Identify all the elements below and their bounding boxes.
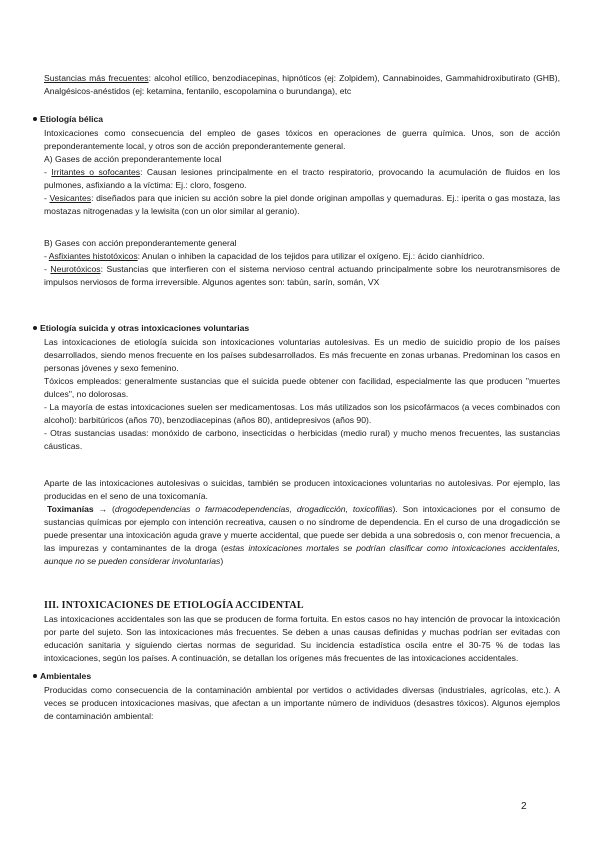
belica-neurotoxicos: - Neurotóxicos: Sustancias que interfieren con el sistema nervioso central actuando principalmente sobre los neurotransmisores de impulsos nerviosos de forma irreversible. Algunos agentes son: tabún, sarín, somán, VX: [44, 264, 560, 287]
accidental-p1: Las intoxicaciones accidentales son las que se producen de forma fortuita. En estos casos no hay intención de provocar la intoxicación por parte del sujeto. Son las intoxicaciones más frecuentes. Se deben a unas causas definidas y muchas podrían ser evitadas con educación sanitaria y siguiendo ciertas normas de seguridad. Su incidencia estadística oscila entre el 30-75 % de todas las intoxicaciones, según los países. A continuación, se detallan los orígenes más frecuentes de las intoxicaciones accidentales.: [44, 614, 560, 663]
section-title-accidental: III. INTOXICACIONES DE ETIOLOGÍA ACCIDENTAL: [44, 600, 304, 611]
heading-belica-text: Etiología bélica: [40, 114, 104, 124]
intro-label: Sustancias más frecuentes: [44, 73, 149, 83]
suicida-p3: - La mayoría de estas intoxicaciones suelen ser medicamentosas. Los más utilizados son los psicofármacos (a veces combinados con alcohol): barbitúricos (años 70), benzodiacepinas (años 80), antidepresivos (años 90).: [44, 402, 560, 425]
belica-section-b: [44, 237, 560, 289]
toximanias-note: estas intoxicaciones mortales se podrían clasificar como intoxicaciones accidentales, aunque no se pueden considerar involuntarias: [44, 543, 560, 566]
heading-suicida-text: Etiología suicida y otras intoxicaciones voluntarias: [40, 323, 250, 333]
vesicantes-label: Vesicantes: [49, 193, 92, 203]
page-number: 2: [521, 801, 527, 812]
intro-paragraph: [44, 72, 560, 98]
accidental-section: [44, 613, 560, 665]
toximanias-synonyms: drogodependencias o farmacodependencias, drogadicción, toxicofilias: [114, 504, 393, 514]
toximanias-label: Toximanías: [47, 504, 94, 514]
asfixiantes-text: : Anulan o inhiben la capacidad de los tejidos para utilizar el oxígeno. Ej.: ácido cianhídrico.: [137, 251, 485, 261]
intro-text: : alcohol etílico, benzodiacepinas, hipnóticos (ej: Zolpidem), Cannabinoides, Gammahidroxibutirato (GHB), Analgésicos-anéstidos (ej: ketamina, fentanilo, escopolamina o burundanga), etc: [44, 73, 560, 96]
suicida-p4: - Otras sustancias usadas: monóxido de carbono, insecticidas o herbicidas (medio rural) y mucho menos frecuentes, las sustancias cáusticas.: [44, 428, 560, 451]
neurotoxicos-label: Neurotóxicos: [50, 264, 101, 274]
bullet-icon: [33, 326, 37, 330]
belica-group-a: A) Gases de acción preponderantemente local: [44, 154, 222, 164]
bullet-icon: [33, 117, 37, 121]
toximanias-text: ). Son intoxicaciones por el consumo de sustancias químicas por ejemplo con intención recreativa, causen o no síndrome de dependencia. En el curso de una drogadicción se puede presentar una intoxicación aguda grave y muerte accidental, que puede ser debida a una sobredosis o, con menor frecuencia, a las impurezas y contaminantes de la droga (: [44, 504, 560, 553]
belica-intro: Intoxicaciones como consecuencia del empleo de gases tóxicos en operaciones de guerra química. Unos, son de acción preponderantemente local, y otros son de acción preponderantemente general.: [44, 128, 560, 151]
suicida-p2: Tóxicos empleados: generalmente sustancias que el suicida puede obtener con facilidad, especialmente las que producen "muertes dulces", no dolorosas.: [44, 376, 560, 399]
ambientales-section: [44, 684, 560, 723]
heading-ambientales-text: Ambientales: [40, 671, 92, 681]
ambientales-p1: Producidas como consecuencia de la contaminación ambiental por vertidos o actividades diversas (industriales, agrícolas, etc.). A veces se producen intoxicaciones masivas, que afectan a un importante número de individuos (desastres tóxicos). Algunos ejemplos de contaminación ambiental:: [44, 685, 560, 721]
asfixiantes-label: Asfixiantes histotóxicos: [48, 251, 138, 261]
belica-irritantes: - Irritantes o sofocantes: Causan lesiones principalmente en el tracto respiratorio, provocando la acumulación de fluidos en los pulmones, asfixiando a la víctima: Ej.: cloro, fosgeno.: [44, 167, 560, 190]
suicida-section: [44, 336, 560, 453]
irritantes-label: Irritantes o sofocantes: [51, 167, 141, 177]
toximanias-close: ): [220, 556, 224, 566]
suicida-p1: Las intoxicaciones de etiología suicida son intoxicaciones voluntarias autolesivas. Es un medio de suicidio propio de los países desarrollados, siendo menos frecuente en los países subdesarrollados. Es más frecuente en zonas urbanas. Predominan los casos en personas jóvenes y sexo femenino.: [44, 337, 560, 373]
heading-belica: [33, 113, 103, 126]
belica-section: [44, 127, 560, 218]
heading-suicida: [33, 322, 249, 335]
heading-ambientales: [33, 670, 91, 683]
belica-asfixiantes: - Asfixiantes histotóxicos: Anulan o inhiben la capacidad de los tejidos para utilizar el oxígeno. Ej.: ácido cianhídrico.: [44, 251, 485, 261]
belica-vesicantes: - Vesicantes: diseñados para que inicien su acción sobre la piel donde originan ampollas y quemaduras. Ej.: iperita o gas mostaza, las mostazas nitrogenadas y la lewisita (con un olor similar al geranio).: [44, 193, 560, 216]
bullet-icon: [33, 674, 37, 678]
irritantes-text: : Causan lesiones principalmente en el tracto respiratorio, provocando la acumulación de fluidos en los pulmones, asfixiando a la víctima: Ej.: cloro, fosgeno.: [44, 167, 560, 190]
toximanias-arrow: → (: [93, 504, 115, 514]
suicida-p5: Aparte de las intoxicaciones autolesivas o suicidas, también se producen intoxicaciones voluntarias no autolesivas. Por ejemplo, las producidas en el seno de una toxicomanía.: [44, 478, 560, 501]
toximanias-paragraph: [44, 503, 560, 568]
neurotoxicos-text: : Sustancias que interfieren con el sistema nervioso central actuando principalmente sobre los neurotransmisores de impulsos nerviosos de forma irreversible. Algunos agentes son: tabún, sarín, somán, VX: [44, 264, 560, 287]
belica-group-b: B) Gases con acción preponderantemente general: [44, 238, 237, 248]
vesicantes-text: : diseñados para que inicien su acción sobre la piel donde originan ampollas y quemaduras. Ej.: iperita o gas mostaza, las mostazas nitrogenadas y la lewisita (con un olor similar al geranio).: [44, 193, 560, 216]
suicida-section-2: [44, 477, 560, 568]
